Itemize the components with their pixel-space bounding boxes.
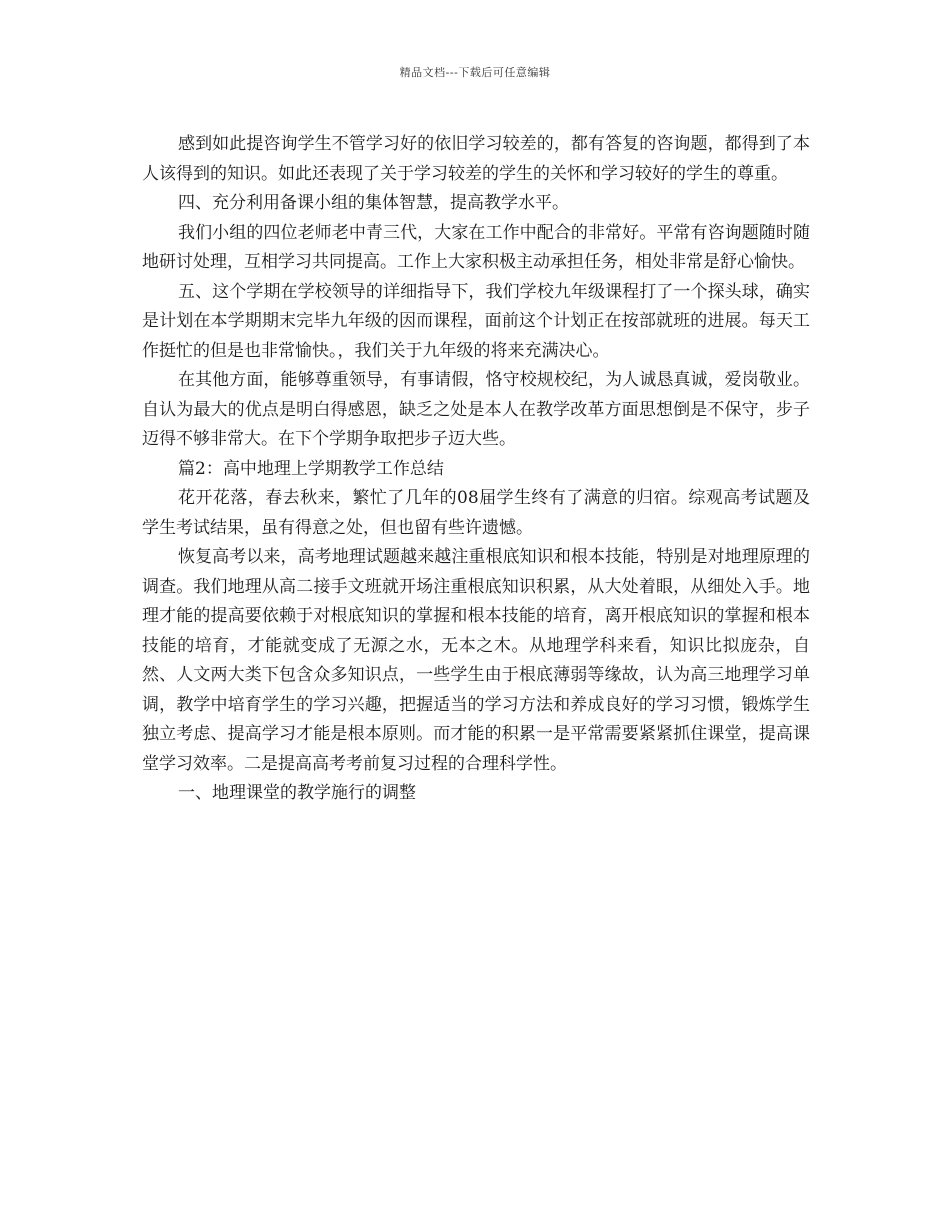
section-heading-5: 五、这个学期在学校领导的详细指导下，我们学校九年级课程打了一个探头球，确实是计划在本学期期末完毕九年级的因而课程，面前这个计划正在按部就班的进展。每天工作挺忙的但是也非常愉快。，我们关于九年级的将来充满决心。 — [142, 281, 810, 361]
paragraph-1: 感到如此提咨询学生不管学习好的依旧学习较差的，都有答复的咨询题，都得到了本人该得到的知识。如此还表现了关于学习较差的学生的关怀和学习较好的学生的尊重。 — [142, 134, 810, 184]
paragraph-8: 恢复高考以来，高考地理试题越来越注重根底知识和根本技能，特别是对地理原理的调查。我们地理从高二接手文班就开场注重根底知识积累，从大处着眼，从细处入手。地理才能的提高要依赖于对根底知识的掌握和根本技能的培育，离开根底知识的掌握和根本技能的培育，才能就变成了无源之水，无本之木。从地理学科来看，知识比拟庞杂，自然、人文两大类下包含众多知识点，一些学生由于根底薄弱等缘故，认为高三地理学习单调，教学中培育学生的学习兴趣，把握适当的学习方法和养成良好的学习习惯，锻炼学生独立考虑、提高学习才能是根本原则。而才能的积累一是平常需要紧紧抓住课堂，提高课堂学习效率。二是提高高考考前复习过程的合理科学性。 — [142, 547, 810, 774]
paragraph-5: 在其他方面，能够尊重领导，有事请假，恪守校规校纪，为人诚恳真诚，爱岗敬业。自认为最大的优点是明白得感恩，缺乏之处是本人在教学改革方面思想倒是不保守，步子迈得不够非常大。在下个学期争取把步子迈大些。 — [142, 370, 810, 449]
paragraph-3: 我们小组的四位老师老中青三代，大家在工作中配合的非常好。平常有咨询题随时随地研讨处理，互相学习共同提高。工作上大家积极主动承担任务，相处非常是舒心愉快。 — [142, 222, 810, 272]
section-heading-1: 一、地理课堂的教学施行的调整 — [178, 783, 416, 803]
article-title-2: 篇2：高中地理上学期教学工作总结 — [178, 458, 444, 479]
paragraph-7: 花开花落，春去秋来，繁忙了几年的08届学生终有了满意的归宿。综观高考试题及学生考试结果，虽有得意之处，但也留有些许遗憾。 — [142, 488, 810, 538]
page-header: 精品文档---下载后可任意编辑 — [399, 66, 551, 79]
document-body — [142, 130, 810, 809]
section-heading-4: 四、充分利用备课小组的集体智慧，提高教学水平。 — [178, 193, 569, 213]
